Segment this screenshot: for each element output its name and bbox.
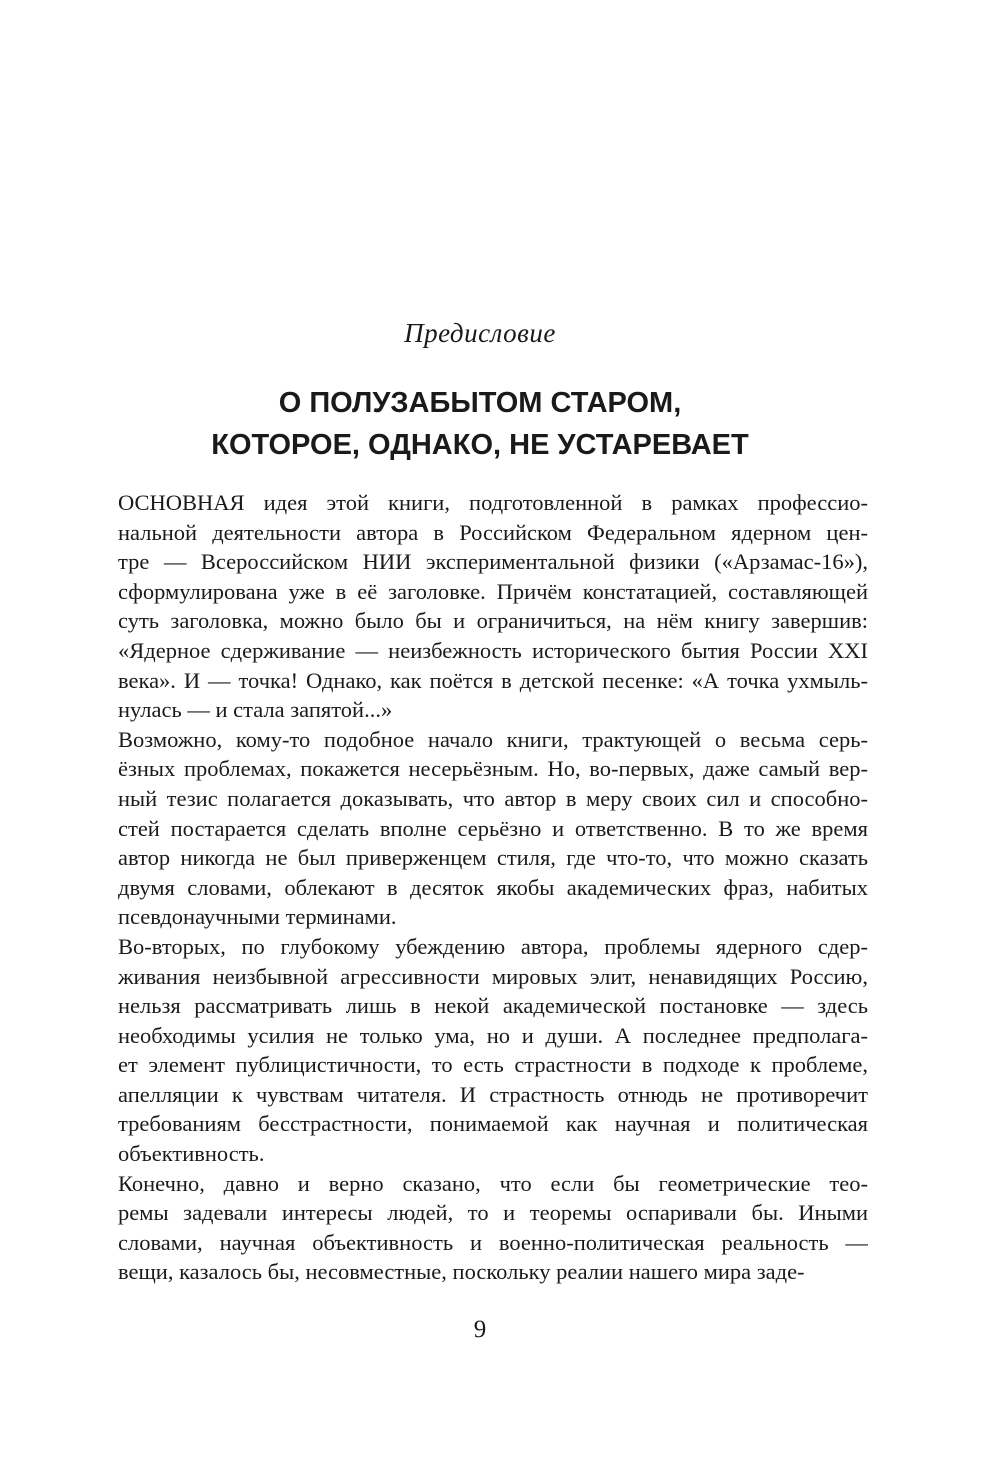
text-line: Возможно, кому-то подобное начало книги, трактующей о весьма серь- [118, 726, 868, 752]
text-line: вещи, казалось бы, несовместные, поскольку реалии нашего мира заде- [118, 1259, 805, 1285]
text-line: «Ядерное сдерживание — неизбежность исторического бытия России XXI [118, 637, 868, 663]
text-line: нулась — и стала запятой...» [118, 697, 393, 723]
text-line: апелляции к чувствам читателя. И страстность отнюдь не противоречит [118, 1081, 868, 1107]
text-line: ёзных проблемах, покажется несерьёзным. Но, во-первых, даже самый вер- [118, 756, 868, 782]
paragraph [118, 932, 868, 1169]
body-text [118, 488, 868, 1287]
chapter-title [0, 382, 960, 466]
chapter-title-line-1: О ПОЛУЗАБЫТОМ СТАРОМ, [278, 387, 682, 419]
paragraph [118, 1169, 868, 1287]
text-line: объективность. [118, 1141, 265, 1167]
text-line: века». И — точка! Однако, как поётся в детской песенке: «А точка ухмыль- [118, 667, 868, 693]
text-line: живания неизбывной агрессивности мировых элит, ненавидящих Россию, [118, 963, 868, 989]
page-number: 9 [473, 1316, 487, 1343]
paragraph [118, 488, 868, 725]
text-line: ОСНОВНАЯ идея этой книги, подготовленной в рамках профессио- [118, 490, 868, 515]
section-label: Предисловие [404, 318, 556, 348]
chapter-title-line-2: КОТОРОЕ, ОДНАКО, НЕ УСТАРЕВАЕТ [211, 429, 749, 461]
text-line: суть заголовка, можно было бы и ограничиться, на нём книгу завершив: [118, 608, 868, 634]
text-line: псевдонаучными терминами. [118, 904, 397, 930]
text-line: стей постарается сделать вполне серьёзно и ответственно. В то же время [118, 815, 868, 841]
text-line: сформулирована уже в её заголовке. Причём констатацией, составляющей [118, 578, 868, 604]
text-line: необходимы усилия не только ума, но и души. А последнее предполага- [118, 1022, 868, 1048]
text-line: ный тезис полагается доказывать, что автор в меру своих сил и способно- [118, 785, 868, 811]
text-line: словами, научная объективность и военно-политическая реальность — [118, 1229, 868, 1255]
text-line: нельзя рассматривать лишь в некой академической постановке — здесь [118, 993, 868, 1019]
text-line: ремы задевали интересы людей, то и теоремы оспаривали бы. Иными [118, 1200, 868, 1226]
text-line: требованиям бесстрастности, понимаемой как научная и политическая [118, 1111, 868, 1137]
paragraph [118, 725, 868, 932]
text-line: автор никогда не был приверженцем стиля, где что-то, что можно сказать [118, 845, 868, 871]
text-line: ет элемент публицистичности, то есть страстности в подходе к проблеме, [118, 1052, 868, 1078]
text-line: Конечно, давно и верно сказано, что если бы геометрические тео- [118, 1170, 868, 1196]
text-line: тре — Всероссийском НИИ экспериментальной физики («Арзамас-16»), [118, 549, 868, 575]
text-line: Во-вторых, по глубокому убеждению автора, проблемы ядерного сдер- [118, 933, 868, 959]
text-line: нальной деятельности автора в Российском Федеральном ядерном цен- [118, 519, 868, 545]
text-line: двумя словами, облекают в десяток якобы академических фраз, набитых [118, 874, 868, 900]
